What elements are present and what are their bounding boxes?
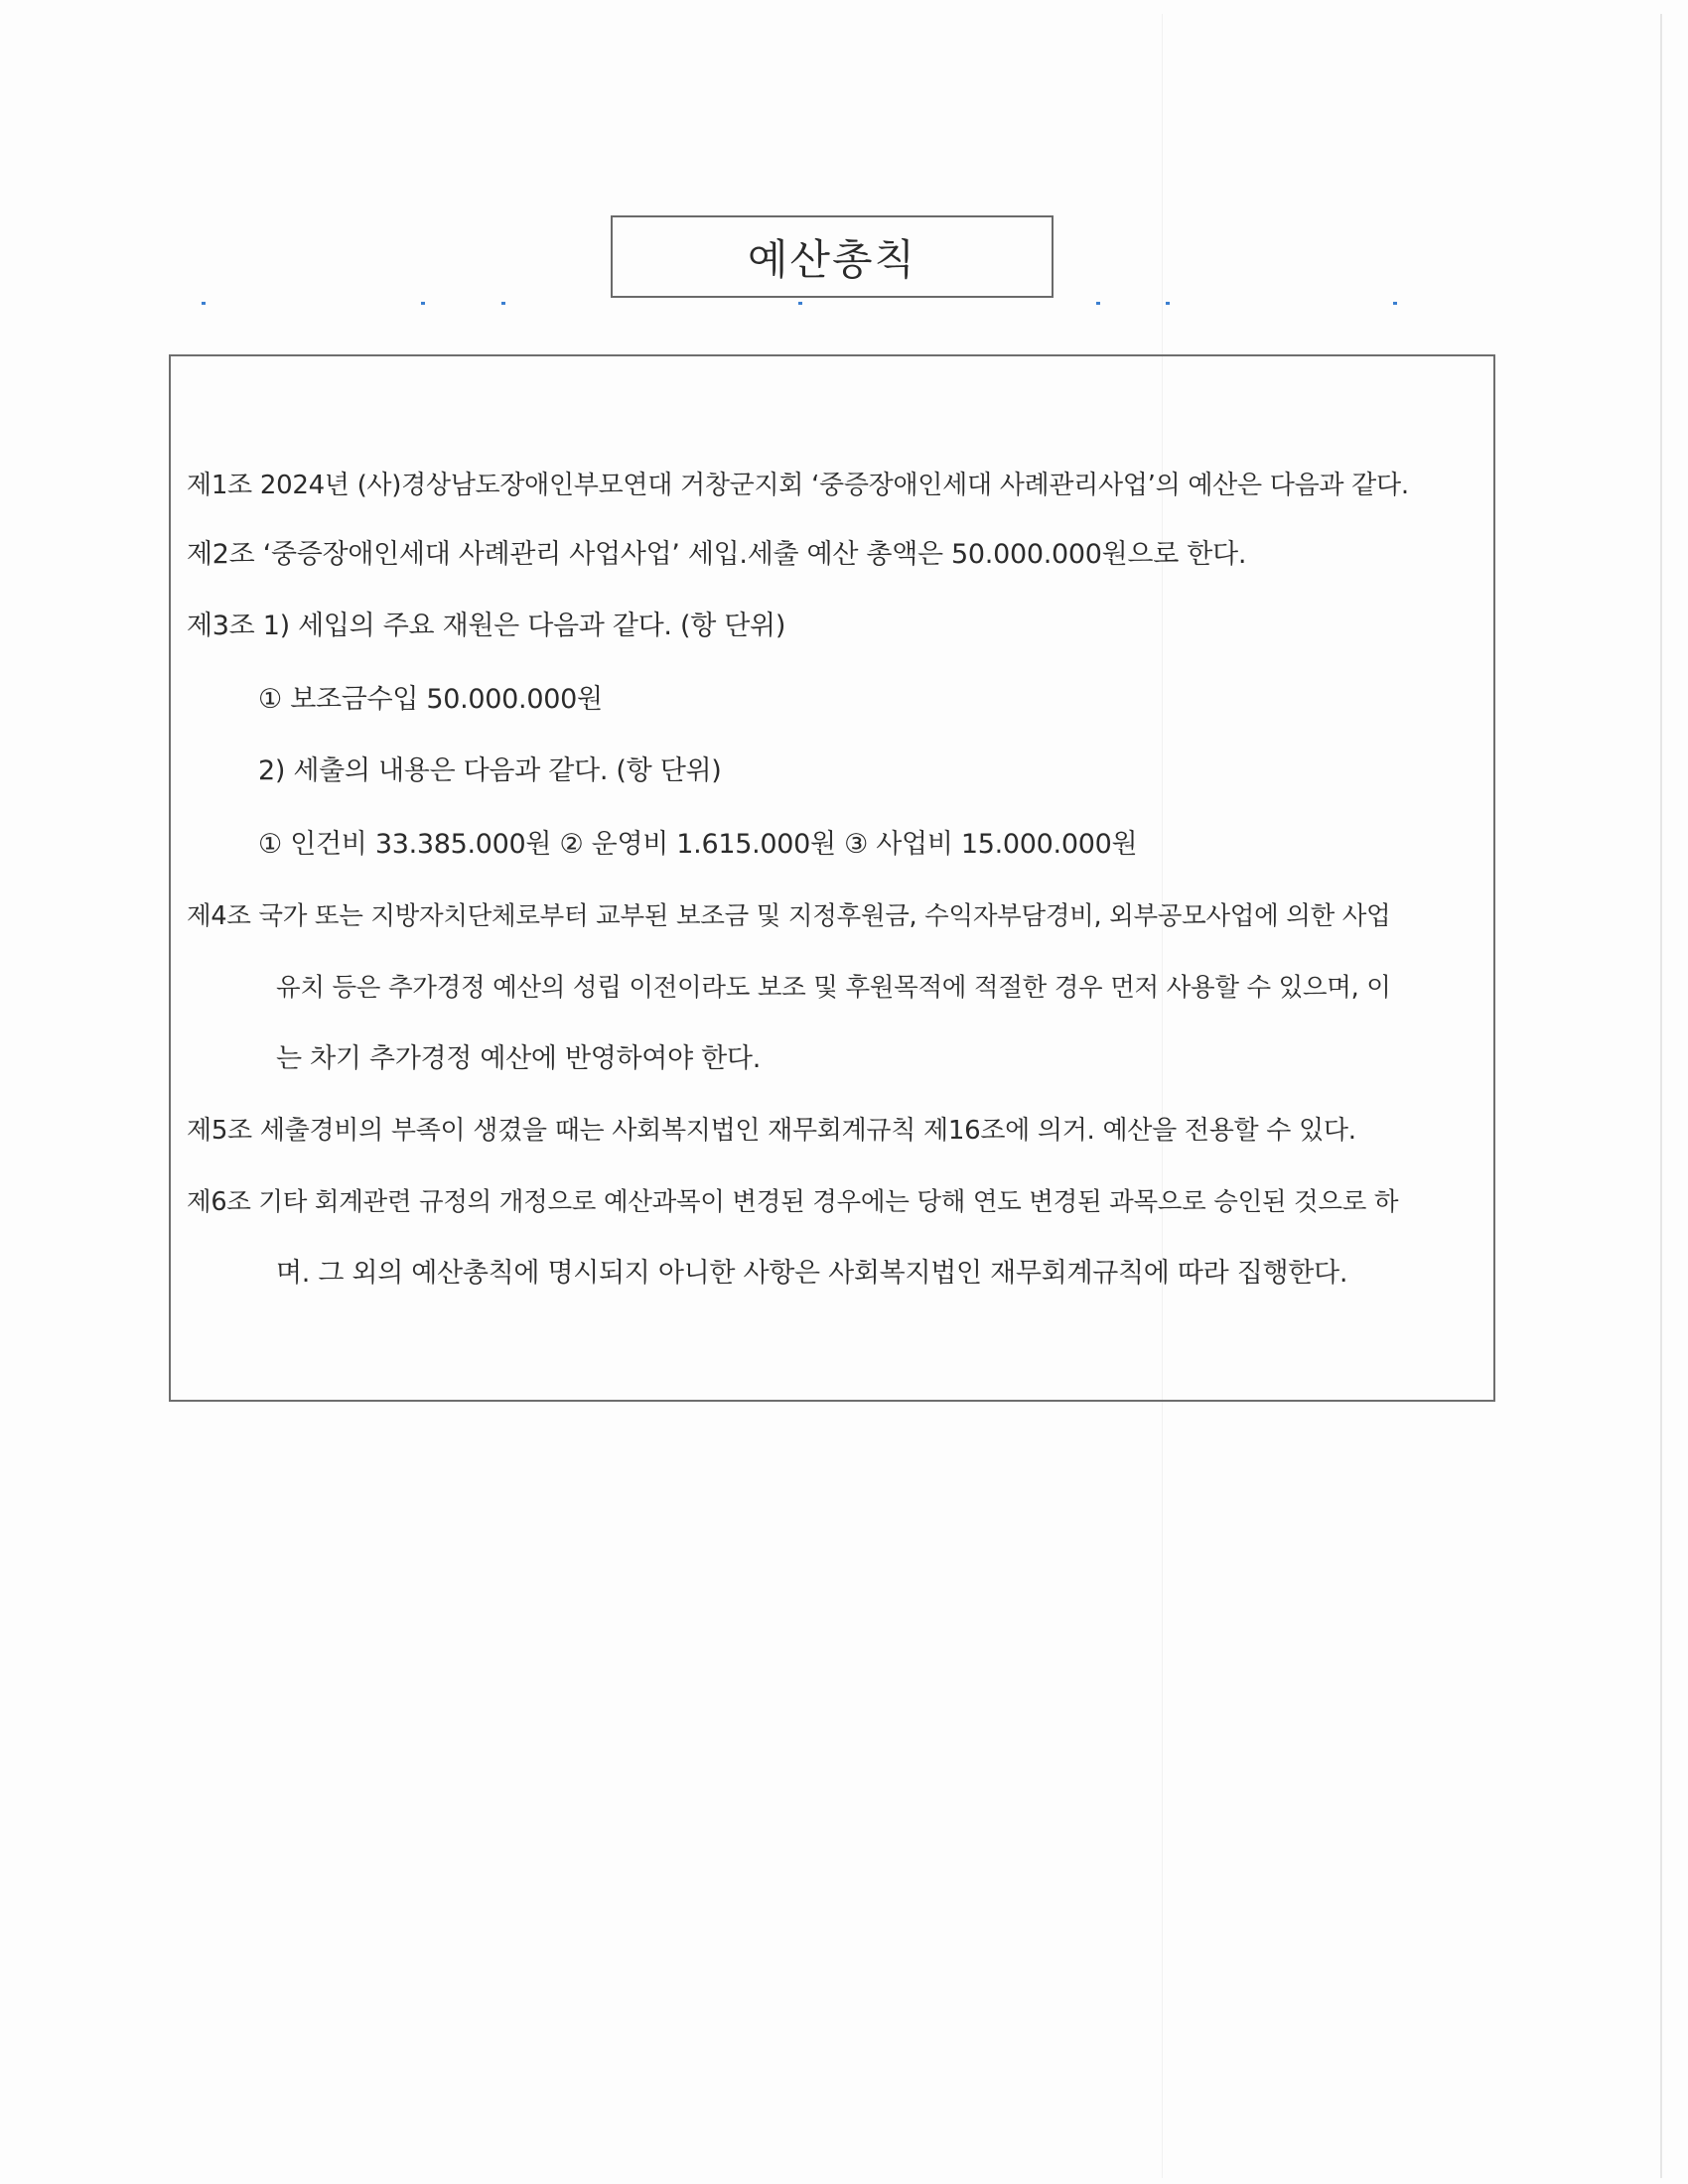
- scan-speck: [798, 302, 802, 305]
- article-3: 제3조 1) 세입의 주요 재원은 다음과 같다. (항 단위): [187, 611, 786, 641]
- budget-rules-box: [169, 354, 1495, 1402]
- scan-speck: [501, 302, 505, 305]
- scan-edge: [1660, 14, 1662, 2178]
- scan-speck: [1393, 302, 1397, 305]
- scan-speck: [1096, 302, 1100, 305]
- article-6-line-1: 제6조 기타 회계관련 규정의 개정으로 예산과목이 변경된 경우에는 당해 연도 변경된 과목으로 승인된 것으로 하: [187, 1187, 1399, 1217]
- scan-speck: [421, 302, 425, 305]
- article-1: 제1조 2024년 (사)경상남도장애인부모연대 거창군지회 ‘중증장애인세대 사례관리사업’의 예산은 다음과 같다.: [187, 471, 1409, 500]
- article-4-line-1: 제4조 국가 또는 지방자치단체로부터 교부된 보조금 및 지정후원금, 수익자부담경비, 외부공모사업에 의한 사업: [187, 901, 1391, 931]
- article-3-revenue-item: ① 보조금수입 50.000.000원: [258, 684, 603, 715]
- article-6-line-2: 며. 그 외의 예산총칙에 명시되지 아니한 사항은 사회복지법인 재무회계규칙에 따라 집행한다.: [276, 1258, 1348, 1289]
- article-5: 제5조 세출경비의 부족이 생겼을 때는 사회복지법인 재무회계규칙 제16조에 의거. 예산을 전용할 수 있다.: [187, 1116, 1356, 1146]
- article-4-line-2: 유치 등은 추가경정 예산의 성립 이전이라도 보조 및 후원목적에 적절한 경우 먼저 사용할 수 있으며, 이: [276, 973, 1391, 1003]
- article-3-expense-items: ① 인건비 33.385.000원 ② 운영비 1.615.000원 ③ 사업비 15.000.000원: [258, 829, 1138, 860]
- article-2: 제2조 ‘중증장애인세대 사례관리 사업사업’ 세입.세출 예산 총액은 50.000.000원으로 한다.: [187, 539, 1247, 570]
- page-title: 예산총칙: [747, 234, 917, 284]
- title-box: [611, 215, 1054, 298]
- article-3-expense-heading: 2) 세출의 내용은 다음과 같다. (항 단위): [258, 755, 722, 786]
- scan-speck: [202, 302, 206, 305]
- article-4-line-3: 는 차기 추가경정 예산에 반영하여야 한다.: [276, 1043, 761, 1074]
- scan-speck: [1166, 302, 1170, 305]
